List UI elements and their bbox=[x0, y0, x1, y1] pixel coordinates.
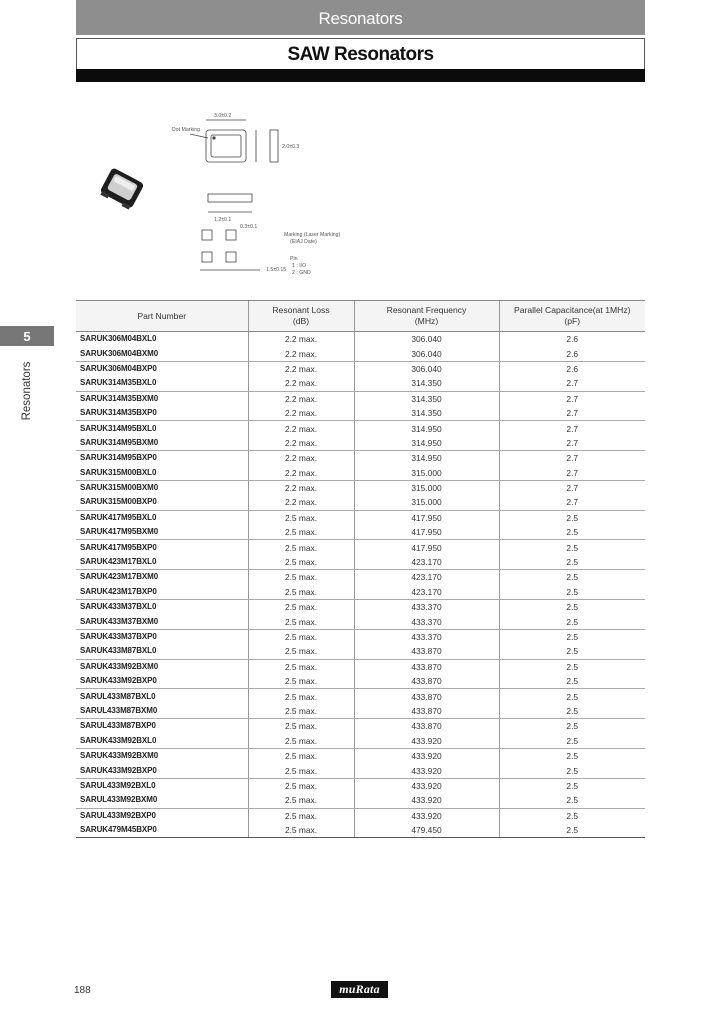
cell-resonant-frequency: 423.170 bbox=[354, 585, 499, 600]
cell-part-number: SARUL433M92BXL0 bbox=[80, 780, 156, 790]
cell-part-number: SARUK433M37BXP0 bbox=[80, 632, 157, 641]
cell-part-number: SARUK433M92BXP0 bbox=[76, 674, 248, 689]
col-header-part-number: Part Number bbox=[76, 301, 248, 332]
cell-resonant-frequency: 314.950 bbox=[354, 421, 499, 436]
cell-resonant-frequency: 306.040 bbox=[354, 346, 499, 361]
cell-part-number: SARUL433M87BXL0 bbox=[80, 691, 156, 701]
cell-resonant-loss: 2.5 max. bbox=[248, 540, 354, 555]
cell-resonant-frequency: 433.920 bbox=[354, 793, 499, 808]
cell-resonant-loss: 2.5 max. bbox=[248, 689, 354, 704]
cell-resonant-loss: 2.5 max. bbox=[248, 510, 354, 525]
cell-resonant-loss: 2.2 max. bbox=[248, 361, 354, 376]
table-row bbox=[76, 585, 645, 600]
cell-resonant-loss: 2.2 max. bbox=[248, 376, 354, 391]
table-row bbox=[76, 376, 645, 391]
cell-part-number: SARUK314M35BXM0 bbox=[80, 393, 159, 403]
cell-part-number: SARUK315M00BXP0 bbox=[76, 495, 248, 510]
cell-part-number: SARUL433M87BXM0 bbox=[76, 704, 248, 719]
cell-resonant-frequency: 479.450 bbox=[354, 823, 499, 838]
cell-part-number: SARUL433M92BXP0 bbox=[80, 810, 156, 820]
dim-top-label: 3.0±0.2 bbox=[214, 113, 232, 119]
cell-part-number: SARUK314M35BXL0 bbox=[76, 376, 248, 391]
cell-resonant-frequency: 417.950 bbox=[354, 510, 499, 525]
dim-height-label: 1.2±0.1 bbox=[214, 217, 232, 223]
table-row bbox=[76, 778, 645, 793]
cell-part-number: SARUK423M17BXP0 bbox=[76, 585, 248, 600]
cell-resonant-loss: 2.2 max. bbox=[248, 406, 354, 421]
cell-part-number: SARUK433M92BXL0 bbox=[76, 734, 248, 749]
table-row bbox=[76, 793, 645, 808]
table-row bbox=[76, 748, 645, 763]
cell-parallel-capacitance: 2.7 bbox=[499, 376, 645, 391]
cell-part-number: SARUK433M92BXM0 bbox=[80, 751, 159, 761]
package-front-view bbox=[208, 194, 252, 202]
section-tab-number[interactable]: 5 bbox=[0, 326, 54, 346]
cell-resonant-loss: 2.5 max. bbox=[248, 719, 354, 734]
cell-resonant-loss: 2.2 max. bbox=[248, 466, 354, 481]
table-row bbox=[76, 540, 645, 555]
table-row bbox=[76, 674, 645, 689]
cell-part-number: SARUK315M00BXM0 bbox=[80, 483, 159, 493]
cell-resonant-loss: 2.5 max. bbox=[248, 763, 354, 778]
cell-part-number: SARUK314M95BXL0 bbox=[80, 423, 157, 433]
section-tab-label: Resonators bbox=[21, 361, 33, 421]
cell-resonant-frequency: 306.040 bbox=[354, 361, 499, 376]
table-row bbox=[76, 361, 645, 376]
cell-part-number: SARUK433M92BXM0 bbox=[80, 661, 159, 671]
table-row bbox=[76, 346, 645, 361]
section-tab-label-wrap bbox=[20, 352, 34, 432]
table-row bbox=[76, 332, 645, 347]
dim-side-label: 2.0±0.3 bbox=[282, 144, 300, 150]
land-pad bbox=[202, 252, 212, 262]
cell-resonant-frequency: 314.950 bbox=[354, 451, 499, 466]
cell-parallel-capacitance: 2.5 bbox=[499, 570, 645, 585]
pin1-note: 1 : I/O bbox=[292, 263, 307, 269]
cell-parallel-capacitance: 2.7 bbox=[499, 406, 645, 421]
cell-part-number: SARUK417M95BXL0 bbox=[80, 512, 157, 522]
col-header-parallel-capacitance: Parallel Capacitance(at 1MHz) (pF) bbox=[499, 301, 645, 332]
cell-resonant-loss: 2.5 max. bbox=[248, 614, 354, 629]
table-row bbox=[76, 406, 645, 421]
cell-part-number: SARUK423M17BXM0 bbox=[80, 572, 159, 582]
cell-resonant-loss: 2.5 max. bbox=[248, 659, 354, 674]
cell-part-number: SARUK433M87BXL0 bbox=[76, 644, 248, 659]
cell-part-number: SARUK314M95BXM0 bbox=[76, 436, 248, 451]
category-header: Resonators bbox=[76, 0, 645, 35]
spec-table bbox=[76, 300, 645, 838]
cell-part-number: SARUK479M45BXP0 bbox=[76, 823, 248, 838]
cell-resonant-loss: 2.5 max. bbox=[248, 734, 354, 749]
cell-resonant-loss: 2.2 max. bbox=[248, 436, 354, 451]
table-row bbox=[76, 629, 645, 644]
cell-resonant-loss: 2.5 max. bbox=[248, 704, 354, 719]
cell-resonant-frequency: 423.170 bbox=[354, 555, 499, 570]
table-row bbox=[76, 808, 645, 823]
cell-parallel-capacitance: 2.7 bbox=[499, 391, 645, 406]
cell-resonant-frequency: 314.350 bbox=[354, 376, 499, 391]
cell-parallel-capacitance: 2.7 bbox=[499, 421, 645, 436]
cell-resonant-frequency: 433.370 bbox=[354, 600, 499, 615]
cell-parallel-capacitance: 2.7 bbox=[499, 495, 645, 510]
cell-resonant-loss: 2.5 max. bbox=[248, 525, 354, 540]
brand-logo: muRata bbox=[331, 981, 388, 998]
table-row bbox=[76, 391, 645, 406]
cell-resonant-frequency: 314.350 bbox=[354, 391, 499, 406]
cell-resonant-frequency: 315.000 bbox=[354, 466, 499, 481]
cell-resonant-loss: 2.2 max. bbox=[248, 391, 354, 406]
cell-part-number: SARUK314M95BXP0 bbox=[80, 453, 157, 463]
cell-resonant-frequency: 423.170 bbox=[354, 570, 499, 585]
page-title: SAW Resonators bbox=[76, 38, 645, 70]
cell-resonant-frequency: 433.920 bbox=[354, 734, 499, 749]
table-row bbox=[76, 644, 645, 659]
cell-part-number: SARUK306M04BXL0 bbox=[80, 334, 157, 344]
table-row bbox=[76, 704, 645, 719]
cell-resonant-frequency: 433.920 bbox=[354, 778, 499, 793]
cell-parallel-capacitance: 2.5 bbox=[499, 585, 645, 600]
page-number: 188 bbox=[74, 985, 91, 996]
cell-part-number: SARUK433M37BXM0 bbox=[76, 614, 248, 629]
cell-part-number: SARUK314M35BXP0 bbox=[76, 406, 248, 421]
cell-resonant-frequency: 306.040 bbox=[354, 332, 499, 347]
marking-note: Marking (Laser Marking) bbox=[284, 232, 341, 238]
cell-resonant-frequency: 433.920 bbox=[354, 748, 499, 763]
cell-resonant-frequency: 433.870 bbox=[354, 689, 499, 704]
land-pad bbox=[202, 230, 212, 240]
table-row bbox=[76, 436, 645, 451]
cell-parallel-capacitance: 2.5 bbox=[499, 823, 645, 838]
pin2-note: 2 : GND bbox=[292, 270, 311, 276]
table-row bbox=[76, 421, 645, 436]
cell-parallel-capacitance: 2.6 bbox=[499, 332, 645, 347]
cell-resonant-frequency: 433.920 bbox=[354, 808, 499, 823]
pin-dot-marker bbox=[212, 136, 215, 139]
table-row bbox=[76, 823, 645, 838]
cell-part-number: SARUK433M92BXP0 bbox=[76, 763, 248, 778]
title-underline-bar bbox=[76, 69, 645, 82]
cell-resonant-frequency: 417.950 bbox=[354, 540, 499, 555]
table-row bbox=[76, 763, 645, 778]
cell-resonant-loss: 2.5 max. bbox=[248, 555, 354, 570]
col-header-resonant-loss: Resonant Loss (dB) bbox=[248, 301, 354, 332]
table-row bbox=[76, 525, 645, 540]
cell-parallel-capacitance: 2.5 bbox=[499, 510, 645, 525]
dot-leader-line bbox=[190, 134, 208, 138]
cell-parallel-capacitance: 2.5 bbox=[499, 614, 645, 629]
cell-resonant-loss: 2.2 max. bbox=[248, 332, 354, 347]
cell-parallel-capacitance: 2.6 bbox=[499, 361, 645, 376]
cell-part-number: SARUK423M17BXL0 bbox=[76, 555, 248, 570]
cell-part-number: SARUK417M95BXM0 bbox=[76, 525, 248, 540]
cell-part-number: SARUL433M92BXM0 bbox=[76, 793, 248, 808]
table-header-row bbox=[76, 301, 645, 332]
col-header-resonant-frequency: Resonant Frequency (MHz) bbox=[354, 301, 499, 332]
cell-parallel-capacitance: 2.5 bbox=[499, 719, 645, 734]
cell-resonant-frequency: 433.870 bbox=[354, 704, 499, 719]
cell-part-number: SARUK433M37BXL0 bbox=[80, 602, 157, 612]
cell-parallel-capacitance: 2.7 bbox=[499, 466, 645, 481]
cell-resonant-loss: 2.2 max. bbox=[248, 346, 354, 361]
table-row bbox=[76, 659, 645, 674]
spec-table-body bbox=[76, 332, 645, 838]
cell-resonant-frequency: 433.870 bbox=[354, 644, 499, 659]
cell-parallel-capacitance: 2.5 bbox=[499, 555, 645, 570]
cell-part-number: SARUK306M04BXM0 bbox=[76, 346, 248, 361]
table-row bbox=[76, 480, 645, 495]
cell-resonant-loss: 2.2 max. bbox=[248, 421, 354, 436]
cell-parallel-capacitance: 2.5 bbox=[499, 778, 645, 793]
table-row bbox=[76, 614, 645, 629]
cell-resonant-frequency: 433.870 bbox=[354, 659, 499, 674]
cell-parallel-capacitance: 2.5 bbox=[499, 659, 645, 674]
cell-parallel-capacitance: 2.7 bbox=[499, 451, 645, 466]
table-row bbox=[76, 600, 645, 615]
cell-resonant-loss: 2.5 max. bbox=[248, 808, 354, 823]
table-row bbox=[76, 555, 645, 570]
cell-resonant-frequency: 315.000 bbox=[354, 480, 499, 495]
land-pad bbox=[226, 252, 236, 262]
cell-resonant-frequency: 315.000 bbox=[354, 495, 499, 510]
cell-resonant-frequency: 433.370 bbox=[354, 629, 499, 644]
cell-parallel-capacitance: 2.5 bbox=[499, 525, 645, 540]
cell-parallel-capacitance: 2.5 bbox=[499, 540, 645, 555]
cell-parallel-capacitance: 2.5 bbox=[499, 763, 645, 778]
cell-parallel-capacitance: 2.5 bbox=[499, 629, 645, 644]
cell-resonant-frequency: 314.350 bbox=[354, 406, 499, 421]
product-photo bbox=[96, 162, 148, 214]
cell-parallel-capacitance: 2.5 bbox=[499, 704, 645, 719]
cell-parallel-capacitance: 2.5 bbox=[499, 689, 645, 704]
table-row bbox=[76, 734, 645, 749]
cell-resonant-loss: 2.5 max. bbox=[248, 585, 354, 600]
cell-resonant-frequency: 417.950 bbox=[354, 525, 499, 540]
cell-resonant-loss: 2.5 max. bbox=[248, 823, 354, 838]
cell-parallel-capacitance: 2.5 bbox=[499, 600, 645, 615]
cell-resonant-loss: 2.5 max. bbox=[248, 748, 354, 763]
marking-date-note: (EIAJ Date) bbox=[290, 239, 317, 245]
package-side-view bbox=[270, 130, 278, 162]
cell-parallel-capacitance: 2.7 bbox=[499, 480, 645, 495]
cell-resonant-loss: 2.5 max. bbox=[248, 570, 354, 585]
cell-resonant-frequency: 433.920 bbox=[354, 763, 499, 778]
cell-resonant-loss: 2.5 max. bbox=[248, 600, 354, 615]
cell-parallel-capacitance: 2.6 bbox=[499, 346, 645, 361]
table-row bbox=[76, 719, 645, 734]
table-row bbox=[76, 689, 645, 704]
cell-resonant-frequency: 314.950 bbox=[354, 436, 499, 451]
cell-part-number: SARUK417M95BXP0 bbox=[80, 542, 157, 552]
cell-resonant-loss: 2.2 max. bbox=[248, 451, 354, 466]
dim-pitch-label: 1.5±0.15 bbox=[266, 267, 287, 273]
cell-parallel-capacitance: 2.5 bbox=[499, 748, 645, 763]
table-row bbox=[76, 451, 645, 466]
cell-resonant-loss: 2.2 max. bbox=[248, 495, 354, 510]
cell-parallel-capacitance: 2.5 bbox=[499, 734, 645, 749]
cell-parallel-capacitance: 2.5 bbox=[499, 644, 645, 659]
dot-marking-label: Dot Marking bbox=[172, 127, 200, 133]
dimension-drawing bbox=[170, 108, 370, 283]
cell-part-number: SARUK306M04BXP0 bbox=[80, 363, 157, 373]
cell-resonant-loss: 2.2 max. bbox=[248, 480, 354, 495]
land-pad bbox=[226, 230, 236, 240]
dim-pad-label: 0.3±0.1 bbox=[240, 224, 258, 230]
cell-parallel-capacitance: 2.7 bbox=[499, 436, 645, 451]
cell-part-number: SARUL433M87BXP0 bbox=[80, 721, 156, 731]
cell-part-number: SARUK315M00BXL0 bbox=[76, 466, 248, 481]
pin-note: Pin bbox=[290, 256, 298, 262]
cell-resonant-loss: 2.5 max. bbox=[248, 793, 354, 808]
cell-parallel-capacitance: 2.5 bbox=[499, 674, 645, 689]
cell-parallel-capacitance: 2.5 bbox=[499, 793, 645, 808]
table-row bbox=[76, 495, 645, 510]
cell-resonant-loss: 2.5 max. bbox=[248, 778, 354, 793]
table-row bbox=[76, 466, 645, 481]
table-row bbox=[76, 570, 645, 585]
cell-resonant-frequency: 433.870 bbox=[354, 719, 499, 734]
cell-resonant-loss: 2.5 max. bbox=[248, 629, 354, 644]
cell-parallel-capacitance: 2.5 bbox=[499, 808, 645, 823]
cell-resonant-loss: 2.5 max. bbox=[248, 674, 354, 689]
table-row bbox=[76, 510, 645, 525]
cell-resonant-frequency: 433.870 bbox=[354, 674, 499, 689]
cell-resonant-frequency: 433.370 bbox=[354, 614, 499, 629]
cell-resonant-loss: 2.5 max. bbox=[248, 644, 354, 659]
